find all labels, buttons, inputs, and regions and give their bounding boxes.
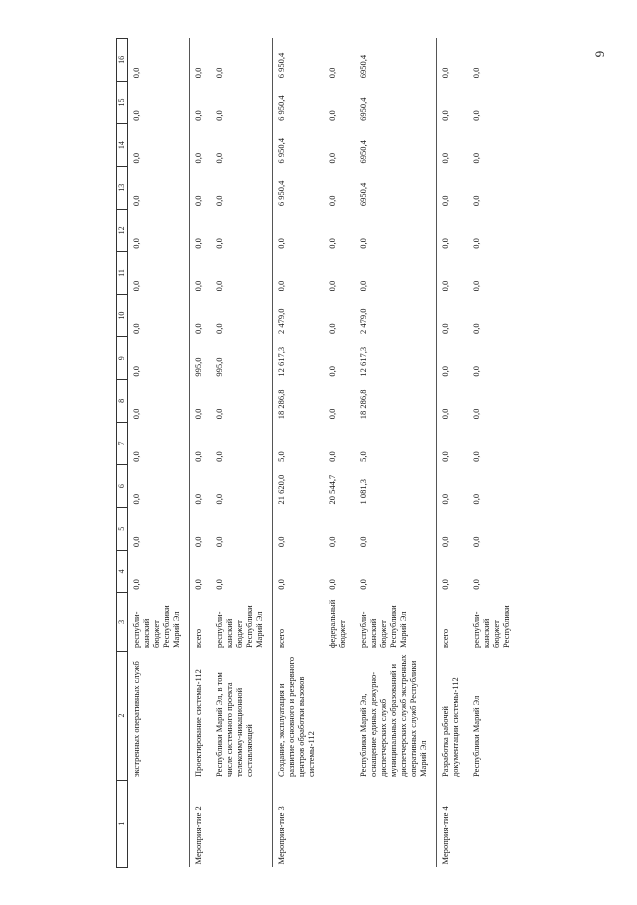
measure-name-cell (468, 780, 519, 867)
value-cell: 0,0 (190, 380, 212, 423)
funding-source-cell: республи-канский бюджет Республики (471, 605, 511, 649)
rotated-table-wrapper (116, 38, 637, 868)
measure-description-cell: Создание, эксплуатация и развитие основного и резервного центров обработки вызовов системы-112 (273, 651, 325, 780)
value-cell: 0,0 (131, 408, 141, 420)
value-cell: 2 479,0 (273, 294, 325, 337)
value-cell: 0,0 (327, 579, 337, 590)
value-cell: 0,0 (327, 323, 337, 334)
measure-name-cell: Мероприя-тие 2 (190, 780, 212, 867)
measure-description-cell: Проектирование системы-112 (190, 651, 212, 780)
value-cell: 0,0 (214, 493, 224, 505)
value-cell: 0,0 (471, 579, 481, 590)
measure-description-cell: Республики Марий Эл (471, 695, 481, 778)
value-cell: 0,0 (437, 166, 469, 209)
value-cell: 0,0 (190, 465, 212, 508)
value-cell: 0,0 (131, 280, 141, 292)
value-cell: 6950,4 (358, 140, 368, 164)
value-cell: 6950,4 (358, 54, 368, 79)
value-cell: 0,0 (327, 152, 337, 164)
value-cell: 0,0 (273, 209, 325, 252)
value-cell: 0,0 (214, 280, 224, 292)
value-cell: 0,0 (471, 280, 481, 292)
column-header-16: 16 (117, 39, 128, 82)
table-row (437, 39, 469, 868)
value-cell: 12 617,3 (273, 337, 325, 380)
measure-description-cell: экстренных оперативных служб (131, 661, 141, 778)
budget-table (116, 38, 519, 868)
value-cell: 0,0 (190, 166, 212, 209)
table-body (128, 39, 520, 868)
value-cell: 0,0 (437, 380, 469, 423)
value-cell: 0,0 (214, 110, 224, 121)
measure-name-cell (355, 780, 437, 867)
measure-description-cell: Республики Марий Эл, оснащение единых дежурно-диспетчерских служб муниципальных образований и диспетчерских служб экстренных оперативных служб Республики Марий Эл (358, 654, 428, 778)
measure-name-cell (324, 780, 355, 867)
measure-description-cell: Республики Марий Эл, в том числе системного проекта телекомму-никационной составляющей (214, 672, 254, 778)
value-cell: 0,0 (327, 67, 337, 79)
measure-name-cell (211, 780, 273, 867)
value-cell: 6950,4 (358, 97, 368, 121)
table-row (190, 39, 212, 868)
value-cell: 0,0 (471, 493, 481, 505)
value-cell: 0,0 (190, 294, 212, 337)
value-cell: 0,0 (327, 536, 337, 548)
column-header-7: 7 (117, 422, 128, 465)
value-cell: 0,0 (358, 238, 368, 249)
value-cell: 0,0 (471, 152, 481, 164)
value-cell: 0,0 (327, 365, 337, 377)
value-cell: 0,0 (327, 110, 337, 121)
value-cell: 6 950,4 (273, 39, 325, 82)
value-cell: 0,0 (131, 493, 141, 505)
value-cell: 0,0 (131, 536, 141, 548)
column-header-12: 12 (117, 209, 128, 252)
value-cell: 0,0 (437, 209, 469, 252)
column-header-6: 6 (117, 465, 128, 508)
value-cell: 0,0 (214, 195, 224, 207)
value-cell: 0,0 (471, 110, 481, 121)
funding-source-cell: всего (190, 593, 212, 651)
measure-description-cell: Разработка рабочей документации системы-112 (437, 651, 469, 780)
value-cell: 6950,4 (358, 182, 368, 207)
value-cell: 0,0 (214, 323, 224, 334)
column-header-5: 5 (117, 507, 128, 550)
value-cell: 0,0 (190, 81, 212, 124)
value-cell: 0,0 (131, 195, 141, 207)
measure-description-cell (324, 651, 355, 780)
column-header-1: 1 (117, 780, 128, 867)
value-cell: 12 617,3 (358, 346, 368, 377)
value-cell: 0,0 (437, 550, 469, 593)
value-cell: 6 950,4 (273, 166, 325, 209)
value-cell: 0,0 (190, 124, 212, 167)
value-cell: 0,0 (437, 39, 469, 82)
value-cell: 0,0 (273, 507, 325, 550)
value-cell: 0,0 (358, 536, 368, 548)
value-cell: 0,0 (437, 337, 469, 380)
value-cell: 0,0 (471, 238, 481, 249)
column-header-14: 14 (117, 124, 128, 167)
column-header-2: 2 (117, 651, 128, 780)
value-cell: 0,0 (471, 365, 481, 377)
value-cell: 0,0 (471, 536, 481, 548)
value-cell: 0,0 (358, 280, 368, 292)
value-cell: 0,0 (471, 195, 481, 207)
value-cell: 0,0 (190, 422, 212, 465)
value-cell: 0,0 (131, 323, 141, 334)
table-row (211, 39, 273, 868)
value-cell: 0,0 (190, 39, 212, 82)
funding-source-cell: федеральный бюджет (327, 599, 347, 649)
table-row (273, 39, 325, 868)
value-cell: 0,0 (190, 209, 212, 252)
value-cell: 0,0 (327, 280, 337, 292)
value-cell: 0,0 (327, 451, 337, 462)
column-header-3: 3 (117, 593, 128, 651)
column-header-4: 4 (117, 550, 128, 593)
table-row (355, 39, 437, 868)
column-header-15: 15 (117, 81, 128, 124)
value-cell: 0,0 (437, 252, 469, 295)
measure-name-cell (128, 780, 190, 867)
value-cell: 0,0 (437, 81, 469, 124)
value-cell: 6 950,4 (273, 124, 325, 167)
funding-source-cell: всего (273, 593, 325, 651)
page-number: 6 (592, 50, 608, 58)
value-cell: 2 479,0 (358, 308, 368, 334)
value-cell: 0,0 (327, 238, 337, 249)
rotated-table-container (116, 38, 637, 868)
value-cell: 0,0 (214, 451, 224, 462)
value-cell: 0,0 (214, 579, 224, 590)
value-cell: 0,0 (214, 536, 224, 548)
measure-name-cell: Мероприя-тие 4 (437, 780, 469, 867)
value-cell: 0,0 (327, 195, 337, 207)
value-cell: 0,0 (190, 252, 212, 295)
value-cell: 5,0 (358, 451, 368, 462)
value-cell: 0,0 (437, 465, 469, 508)
value-cell: 0,0 (327, 408, 337, 420)
value-cell: 1 081,3 (358, 478, 368, 505)
column-number-header-row (117, 39, 128, 868)
column-header-8: 8 (117, 380, 128, 423)
value-cell: 18 286,8 (358, 389, 368, 420)
value-cell: 0,0 (471, 323, 481, 334)
funding-source-cell: республи-канский бюджет Республики Марий Эл (131, 605, 181, 649)
funding-source-cell: республи-канский бюджет Республики Марий Эл (214, 605, 264, 649)
value-cell: 0,0 (273, 252, 325, 295)
value-cell: 0,0 (358, 579, 368, 590)
value-cell: 0,0 (273, 550, 325, 593)
value-cell: 5,0 (273, 422, 325, 465)
value-cell: 0,0 (214, 238, 224, 249)
value-cell: 0,0 (131, 152, 141, 164)
value-cell: 0,0 (131, 365, 141, 377)
measure-name-cell: Мероприя-тие 3 (273, 780, 325, 867)
value-cell: 0,0 (190, 507, 212, 550)
value-cell: 0,0 (131, 451, 141, 462)
column-header-11: 11 (117, 252, 128, 295)
value-cell: 995,0 (214, 357, 224, 377)
column-header-10: 10 (117, 294, 128, 337)
value-cell: 0,0 (131, 579, 141, 590)
table-row (128, 39, 190, 868)
funding-source-cell: республи-канский бюджет Республики Марий Эл (358, 605, 408, 649)
column-header-9: 9 (117, 337, 128, 380)
table-row (324, 39, 355, 868)
value-cell: 18 286,8 (273, 380, 325, 423)
value-cell: 21 620,0 (273, 465, 325, 508)
value-cell: 0,0 (131, 238, 141, 249)
column-header-13: 13 (117, 166, 128, 209)
value-cell: 0,0 (437, 507, 469, 550)
value-cell: 0,0 (214, 67, 224, 79)
value-cell: 6 950,4 (273, 81, 325, 124)
value-cell: 0,0 (471, 408, 481, 420)
value-cell: 0,0 (214, 408, 224, 420)
table-row (468, 39, 519, 868)
value-cell: 0,0 (214, 152, 224, 164)
value-cell: 0,0 (471, 451, 481, 462)
value-cell: 20 544,7 (327, 474, 337, 505)
value-cell: 0,0 (437, 124, 469, 167)
value-cell: 0,0 (190, 550, 212, 593)
value-cell: 0,0 (437, 294, 469, 337)
value-cell: 0,0 (131, 110, 141, 121)
value-cell: 995,0 (190, 337, 212, 380)
funding-source-cell: всего (437, 593, 469, 651)
value-cell: 0,0 (471, 67, 481, 79)
value-cell: 0,0 (131, 67, 141, 79)
value-cell: 0,0 (437, 422, 469, 465)
